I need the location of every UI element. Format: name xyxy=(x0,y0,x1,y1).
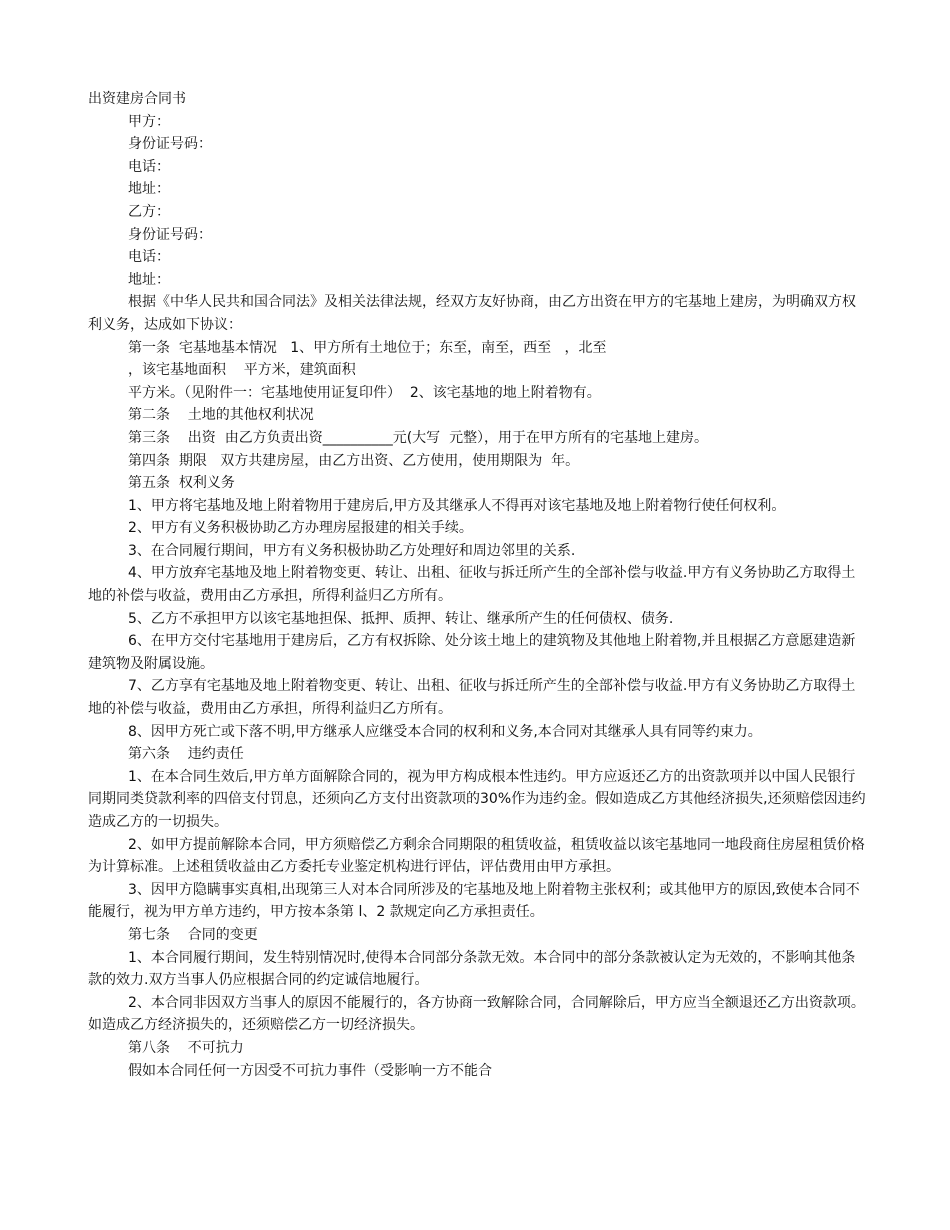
article-1-line-1: 第一条 宅基地基本情况 1、甲方所有土地位于；东至，南至，西至 ，北至 xyxy=(128,339,607,356)
article-5-item: 5、乙方不承担甲方以该宅基地担保、抵押、质押、转让、继承所产生的任何债权、债务. xyxy=(128,610,674,627)
party-b-id-label: 身份证号码： xyxy=(128,226,212,243)
article-6-item: 3、因甲方隐瞒事实真相,出现第三人对本合同所涉及的宅基地及地上附着物主张权利；或其他甲方的原因,致使本合同不能履行，视为甲方单方违约，甲方按本条第 l、2 款规定向乙方承担责任。 xyxy=(88,881,860,921)
article-5-item: 1、甲方将宅基地及地上附着物用于建房后,甲方及其继承人不得再对该宅基地及地上附着物行使任何权利。 xyxy=(128,497,786,514)
article-7-item: 1、本合同履行期间，发生特别情况时,使得本合同部分条款无效。本合同中的部分条款被认定为无效的，不影响其他条款的效力.双方当事人仍应根据合同的约定诚信地履行。 xyxy=(88,949,856,989)
article-8-item: 假如本合同任何一方因受不可抗力事件（受影响一方不能合 xyxy=(128,1062,492,1079)
article-5-item: 3、在合同履行期间，甲方有义务积极协助乙方处理好和周边邻里的关系. xyxy=(128,542,576,559)
article-5-heading: 第五条 权利义务 xyxy=(128,475,235,492)
article-5-item: 6、在甲方交付宅基地用于建房后，乙方有权拆除、处分该土地上的建筑物及其他地上附着物,并且根据乙方意愿建造新建筑物及附属设施。 xyxy=(88,633,856,672)
article-7-item: 2、本合同非因双方当事人的原因不能履行的，各方协商一致解除合同，合同解除后，甲方应当全额退还乙方出资款项。如造成乙方经济损失的，还须赔偿乙方一切经济损失。 xyxy=(88,994,865,1034)
article-6-item: 2、如甲方提前解除本合同，甲方须赔偿乙方剩余合同期限的租赁收益，租赁收益以该宅基地同一地段商住房屋租赁价格为计算标准。上述租赁收益由乙方委托专业鉴定机构进行评估，评估费用由甲方承担。 xyxy=(88,836,865,876)
article-5-item: 4、甲方放弃宅基地及地上附着物变更、转让、出租、征收与拆迁所产生的全部补偿与收益.甲方有义务协助乙方取得土地的补偿与收益，费用由乙方承担，所得利益归乙方所有。 xyxy=(88,565,856,605)
article-4-paragraph: 第四条 期限 双方共建房屋，由乙方出资、乙方使用，使用期限为 年。 xyxy=(128,452,580,469)
article-5-item: 7、乙方享有宅基地及地上附着物变更、转让、出租、征收与拆迁所产生的全部补偿与收益.甲方有义务协助乙方取得土地的补偿与收益，费用由乙方承担，所得利益归乙方所有。 xyxy=(88,678,856,718)
article-1-line-3: 平方米。（见附件一：宅基地使用证复印件） 2、该宅基地的地上附着物有。 xyxy=(128,384,601,401)
party-b-name-label: 乙方： xyxy=(128,203,170,220)
article-3-paragraph: 第三条 出资 由乙方负责出资__________元(大写 元整），用于在甲方所有的宅基地上建房。 xyxy=(128,429,709,446)
article-1-line-2: ，该宅基地面积 平方米，建筑面积 xyxy=(128,362,356,379)
article-5-item: 2、甲方有义务积极协助乙方办理房屋报建的相关手续。 xyxy=(128,520,473,537)
article-5-item: 8、因甲方死亡或下落不明,甲方继承人应继受本合同的权利和义务,本合同对其继承人具有同等约束力。 xyxy=(128,723,762,740)
party-a-name-label: 甲方： xyxy=(128,113,170,130)
article-7-heading: 第七条 合同的变更 xyxy=(128,926,258,943)
preamble-paragraph: 根据《中华人民共和国合同法》及相关法律法规，经双方友好协商，由乙方出资在甲方的宅基地上建房，为明确双方权利义务，达成如下协议： xyxy=(88,294,856,333)
document-page xyxy=(88,88,868,1082)
article-6-heading: 第六条 违约责任 xyxy=(128,746,244,763)
article-6-item: 1、在本合同生效后,甲方单方面解除合同的，视为甲方构成根本性违约。甲方应返还乙方的出资款项并以中国人民银行同期同类贷款利率的四倍支付罚息，还须向乙方支付出资款项的30%作为违约金。假如造成乙方其他经济损失,还须赔偿因违约造成乙方的一切损失。 xyxy=(88,768,866,830)
article-8-heading: 第八条 不可抗力 xyxy=(128,1039,244,1056)
party-a-phone-label: 电话： xyxy=(128,158,170,175)
party-b-phone-label: 电话： xyxy=(128,249,170,266)
article-2-heading: 第二条 土地的其他权利状况 xyxy=(128,407,314,424)
document-title: 出资建房合同书 xyxy=(88,91,186,107)
party-a-address-label: 地址： xyxy=(128,181,170,198)
party-a-id-label: 身份证号码： xyxy=(128,136,212,153)
party-b-address-label: 地址： xyxy=(128,271,170,288)
